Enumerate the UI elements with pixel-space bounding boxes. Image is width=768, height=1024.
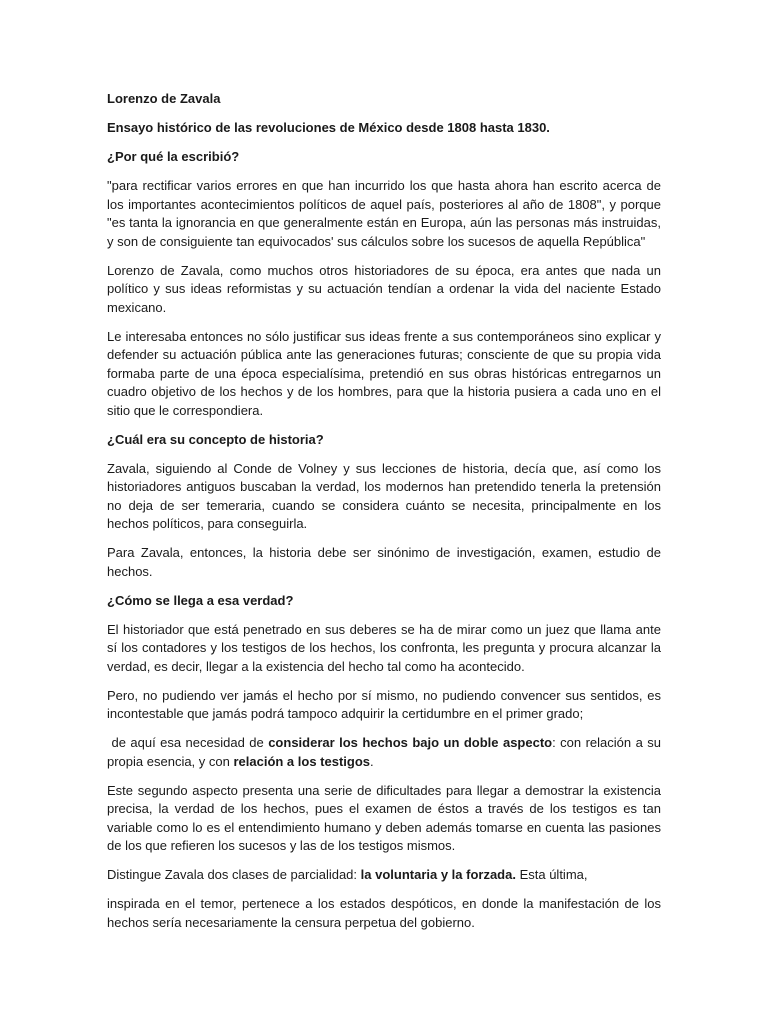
paragraph-sinonimo: Para Zavala, entonces, la historia debe ser sinónimo de investigación, examen, estudio de hechos.: [107, 545, 661, 579]
paragraph-politico: Lorenzo de Zavala, como muchos otros historiadores de su época, era antes que nada un político y sus ideas reformistas y su actuación tendían a ordenar la vida del naciente Estado mexicano.: [107, 262, 661, 315]
paragraph-temor: inspirada en el temor, pertenece a los estados despóticos, en donde la manifestación de los hechos sería necesariamente la censura perpetua del gobierno.: [107, 896, 661, 930]
bold-phrase-testigos: relación a los testigos: [233, 753, 371, 769]
work-title: Ensayo histórico de las revoluciones de México desde 1808 hasta 1830.: [107, 120, 550, 135]
paragraph-doble-aspecto: [107, 734, 661, 771]
quote-paragraph: "para rectificar varios errores en que han incurrido los que hasta ahora han escrito acerca de los importantes acontecimientos políticos de aquel país, posteriores al año de 1808", y porque "es tanta la ignorancia en que generalmente están en Europa, aún las personas más instruidas, y son de consiguiente tan equivocados' sus cálculos sobre los sucesos de aquella República": [107, 178, 661, 249]
paragraph-segundo-aspecto: Este segundo aspecto presenta una serie de dificultades para llegar a demostrar la existencia precisa, la verdad de los hechos, pues el examen de éstos a través de los testigos es tan variable como lo es el entendimiento humano y deben además tomarse en cuenta las pasiones de los que refieren los sucesos y las de los testigos mismos.: [107, 782, 661, 853]
paragraph-pero: Pero, no pudiendo ver jamás el hecho por sí mismo, no pudiendo convencer sus sentidos, es incontestable que jamás podrá tampoco adquirir la certidumbre en el primer grado;: [107, 687, 661, 721]
text-span: Esta última,: [515, 867, 588, 882]
text-span: de aquí esa necesidad de: [107, 735, 269, 750]
text-span: Distingue Zavala dos clases de parcialidad:: [107, 867, 361, 882]
text-span: : con relación a su propia esencia, y con: [107, 735, 661, 769]
question-heading-truth: ¿Cómo se llega a esa verdad?: [107, 592, 294, 608]
document-page: [107, 90, 661, 943]
question-heading-why: ¿Por qué la escribió?: [107, 149, 240, 164]
paragraph-juez: El historiador que está penetrado en sus deberes se ha de mirar como un juez que llama ante sí los contadores y los testigos de los hechos, los confronta, les pregunta y procura alcanzar la verdad, es decir, llegar a la existencia del hecho tal como ha acontecido.: [107, 621, 661, 674]
bold-phrase-doble-aspecto: considerar los hechos bajo un doble aspecto: [268, 735, 553, 750]
text-span: .: [370, 753, 374, 769]
question-heading-concept: ¿Cuál era su concepto de historia?: [107, 431, 324, 447]
paragraph-parcialidad: [107, 866, 661, 885]
paragraph-volney: Zavala, siguiendo al Conde de Volney y sus lecciones de historia, decía que, así como los historiadores antiguos buscaban la verdad, los modernos han pretendido tenerla la pretensión no deja de ser temeraria, cuando se considera cuánto se necesita, principalmente en los hechos políticos, para conseguirla.: [107, 460, 661, 531]
bold-phrase-parcialidad: la voluntaria y la forzada.: [360, 867, 516, 882]
paragraph-interesaba: Le interesaba entonces no sólo justificar sus ideas frente a sus contemporáneos sino explicar y defender su actuación pública ante las generaciones futuras; consciente de que su propia vida formaba parte de una época especialísima, pretendió en sus obras históricas entregarnos un cuadro objetivo de los hechos y de los hombres, para que la historia pusiera a cada uno en el sitio que le correspondiera.: [107, 328, 661, 418]
author-heading: Lorenzo de Zavala: [107, 91, 221, 106]
